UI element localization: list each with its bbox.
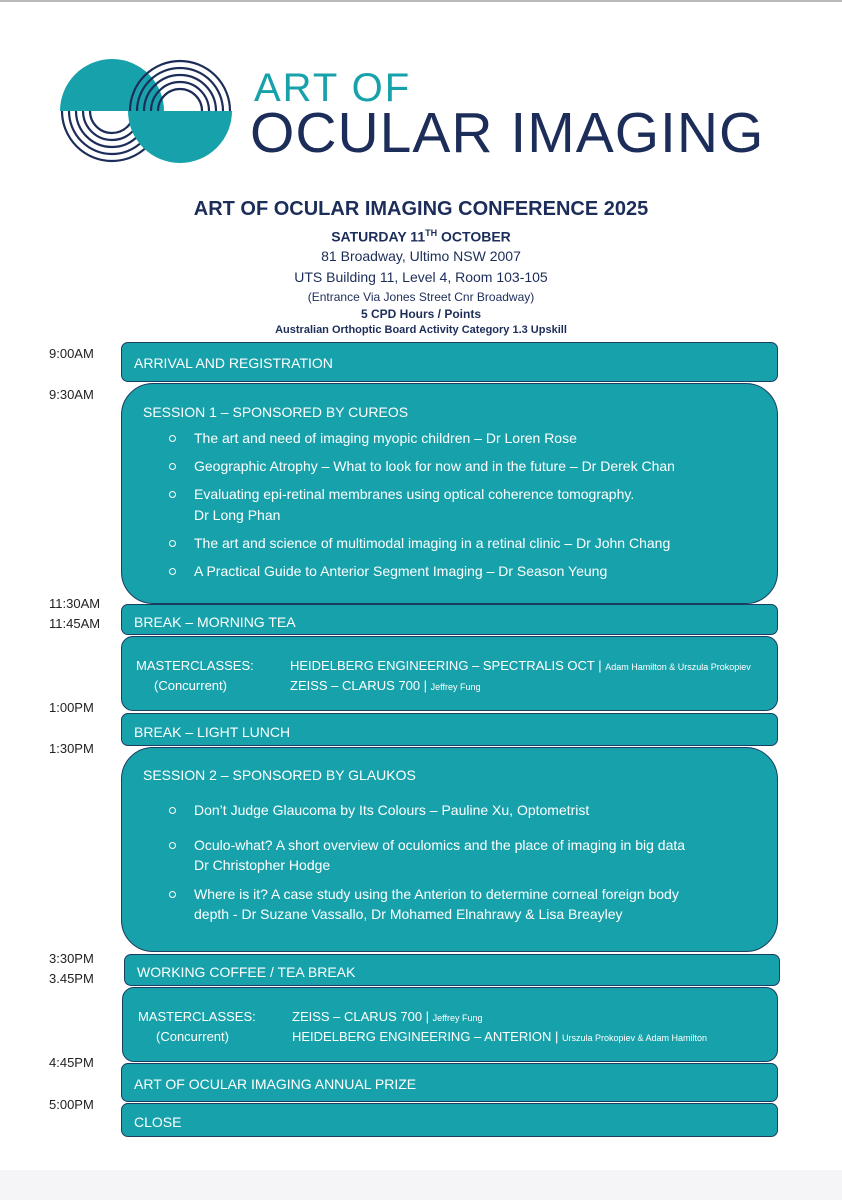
agenda-masterclasses-1 — [121, 636, 778, 711]
break-lunch-label: BREAK – LIGHT LUNCH — [134, 724, 291, 740]
cpd-points: 5 CPD Hours / Points — [360, 307, 482, 321]
agenda-arrival — [121, 342, 778, 382]
session-1-item: Evaluating epi-retinal membranes using optical coherence tomography. — [194, 484, 634, 505]
page-bottom-band — [0, 1170, 842, 1200]
masterclass-2-sub: (Concurrent) — [156, 1029, 229, 1044]
agenda-prize — [121, 1063, 778, 1102]
session-1-item: The art and science of multimodal imaging in a retinal clinic – Dr John Chang — [194, 533, 670, 554]
session-1-item: The art and need of imaging myopic children – Dr Loren Rose — [194, 428, 577, 449]
time-label: 1:00PM — [49, 700, 94, 715]
agenda-session-1 — [121, 383, 778, 604]
time-label: 1:30PM — [49, 741, 94, 756]
time-label: 11:30AM — [49, 596, 101, 611]
event-date: SATURDAY 11TH OCTOBER — [331, 228, 511, 245]
agenda-close — [121, 1103, 778, 1137]
agenda-arrival-label: ARRIVAL AND REGISTRATION — [134, 355, 333, 371]
time-label: 9:00AM — [49, 346, 94, 361]
time-label: 3:30PM — [49, 951, 94, 966]
session-2-item-continuation: Dr Christopher Hodge — [194, 857, 331, 873]
masterclass-1-row1: HEIDELBERG ENGINEERING – SPECTRALIS OCT | Adam Hamilton & Urszula Prokopiev — [290, 658, 751, 673]
agenda-masterclasses-2 — [122, 987, 778, 1062]
coffee-break-label: WORKING COFFEE / TEA BREAK — [137, 964, 356, 980]
page-title: ART OF OCULAR IMAGING CONFERENCE 2025 — [193, 198, 649, 220]
agenda-coffee-break — [124, 954, 780, 986]
masterclass-2-row2: HEIDELBERG ENGINEERING – ANTERION | Urszula Prokopiev & Adam Hamilton — [292, 1029, 708, 1044]
masterclass-2-row1: ZEISS – CLARUS 700 | Jeffrey Fung — [292, 1009, 483, 1024]
logo-text-line1: ART OF — [254, 66, 412, 110]
address-line2: UTS Building 11, Level 4, Room 103-105 — [294, 269, 548, 285]
session-2-item: Don’t Judge Glaucoma by Its Colours – Pauline Xu, Optometrist — [194, 800, 589, 821]
close-label: CLOSE — [134, 1114, 182, 1130]
masterclass-1-label: MASTERCLASSES: — [136, 658, 254, 673]
session-1-title: SESSION 1 – SPONSORED BY CUREOS — [143, 404, 409, 420]
prize-label: ART OF OCULAR IMAGING ANNUAL PRIZE — [134, 1076, 417, 1092]
break-morning-label: BREAK – MORNING TEA — [134, 614, 296, 630]
top-rule — [0, 0, 842, 2]
session-2-item: Where is it? A case study using the Anterion to determine corneal foreign body — [194, 884, 679, 905]
masterclass-1-sub: (Concurrent) — [154, 678, 227, 693]
masterclass-1-row2: ZEISS – CLARUS 700 | Jeffrey Fung — [290, 678, 481, 693]
time-label: 9:30AM — [49, 387, 94, 402]
agenda-break-morning — [121, 604, 778, 635]
address-line1: 81 Broadway, Ultimo NSW 2007 — [321, 248, 521, 264]
session-1-item-continuation: Dr Long Phan — [194, 507, 281, 523]
logo-rings-icon — [58, 58, 238, 168]
session-1-item: A Practical Guide to Anterior Segment Imaging – Dr Season Yeung — [194, 561, 607, 582]
time-label: 3.45PM — [49, 971, 94, 986]
entrance-note: (Entrance Via Jones Street Cnr Broadway) — [307, 290, 535, 304]
session-1-item: Geographic Atrophy – What to look for now and in the future – Dr Derek Chan — [194, 456, 675, 477]
agenda-break-lunch — [121, 713, 778, 746]
agenda-session-2 — [121, 747, 778, 952]
time-label: 11:45AM — [49, 616, 101, 631]
masterclass-2-label: MASTERCLASSES: — [138, 1009, 256, 1024]
session-2-item: Oculo-what? A short overview of oculomics and the place of imaging in big data — [194, 835, 685, 856]
session-2-item-continuation: depth - Dr Suzane Vassallo, Dr Mohamed Elnahrawy & Lisa Breayley — [194, 906, 623, 922]
time-label: 4:45PM — [49, 1055, 94, 1070]
time-label: 5:00PM — [49, 1097, 94, 1112]
logo-text-line2: OCULAR IMAGING — [250, 101, 765, 165]
board-activity: Australian Orthoptic Board Activity Category 1.3 Upskill — [275, 324, 567, 336]
session-2-title: SESSION 2 – SPONSORED BY GLAUKOS — [143, 767, 416, 783]
